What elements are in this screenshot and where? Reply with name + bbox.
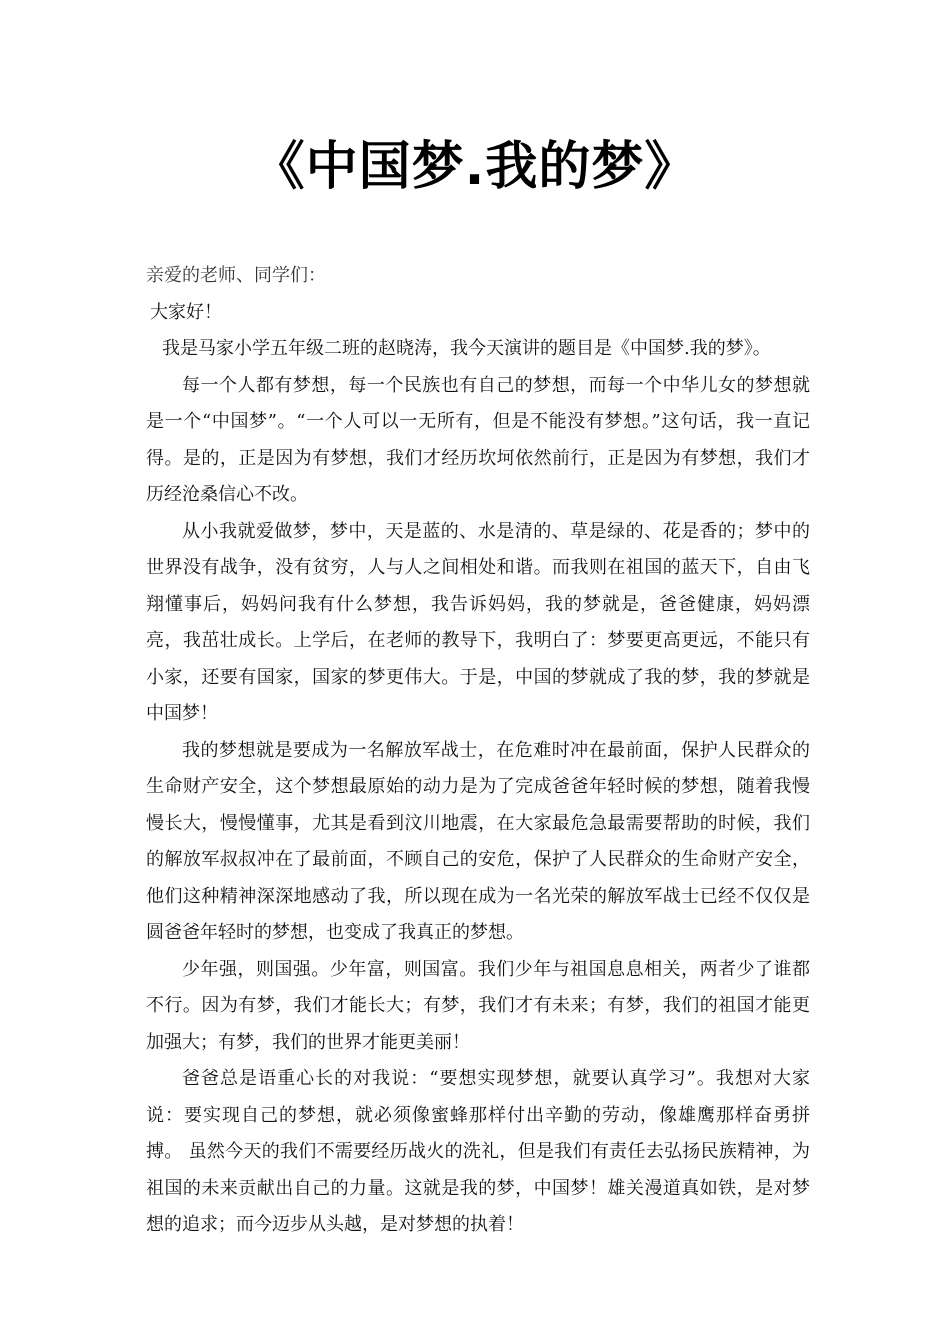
body-paragraph-2: 从小我就爱做梦，梦中，天是蓝的、水是清的、草是绿的、花是香的；梦中的世界没有战争，没有贫穷，人与人之间相处和谐。而我则在祖国的蓝天下，自由飞翔懂事后，妈妈问我有什么梦想，我告诉妈妈，我的梦就是，爸爸健康，妈妈漂亮，我茁壮成长。上学后，在老师的教导下，我明白了：梦要更高更远，不能只有小家，还要有国家，国家的梦更伟大。于是，中国的梦就成了我的梦，我的梦就是中国梦！ xyxy=(146,520,810,724)
greeting: 大家好！ xyxy=(150,301,222,323)
document-body xyxy=(146,258,810,1244)
salutation: 亲爱的老师、同学们： xyxy=(146,265,326,286)
document-title: 《中国梦.我的梦》 xyxy=(252,137,698,197)
body-paragraph-4: 少年强，则国强。少年富，则国富。我们少年与祖国息息相关，两者少了谁都不行。因为有梦，我们才能长大；有梦，我们才有未来；有梦，我们的祖国才能更加强大；有梦，我们的世界才能更美丽！ xyxy=(146,958,810,1053)
body-paragraph-3: 我的梦想就是要成为一名解放军战士，在危难时冲在最前面，保护人民群众的生命财产安全，这个梦想最原始的动力是为了完成爸爸年轻时候的梦想，随着我慢慢长大，慢慢懂事，尤其是看到汶川地震，在大家最危急最需要帮助的时候，我们的解放军叔叔冲在了最前面，不顾自己的安危，保护了人民群众的生命财产安全，他们这种精神深深地感动了我，所以现在成为一名光荣的解放军战士已经不仅仅是圆爸爸年轻时的梦想，也变成了我真正的梦想。 xyxy=(146,739,810,943)
body-paragraph-5: 爸爸总是语重心长的对我说：“要想实现梦想，就要认真学习”。我想对大家说：要实现自己的梦想，就必须像蜜蜂那样付出辛勤的劳动，像雄鹰那样奋勇拼搏。 虽然今天的我们不需要经历战火的洗礼，但是我们有责任去弘扬民族精神，为祖国的未来贡献出自己的力量。这就是我的梦，中国梦！雄关漫道真如铁，是对梦想的追求；而今迈步从头越，是对梦想的执着！ xyxy=(146,1068,810,1235)
intro-paragraph: 我是马家小学五年级二班的赵晓涛，我今天演讲的题目是《中国梦.我的梦》。 xyxy=(162,338,771,359)
body-paragraph-1: 每一个人都有梦想，每一个民族也有自己的梦想，而每一个中华儿女的梦想就是一个“中国梦”。“一个人可以一无所有，但是不能没有梦想。”这句话，我一直记得。是的，正是因为有梦想，我们才经历坎坷依然前行，正是因为有梦想，我们才历经沧桑信心不改。 xyxy=(146,374,810,505)
